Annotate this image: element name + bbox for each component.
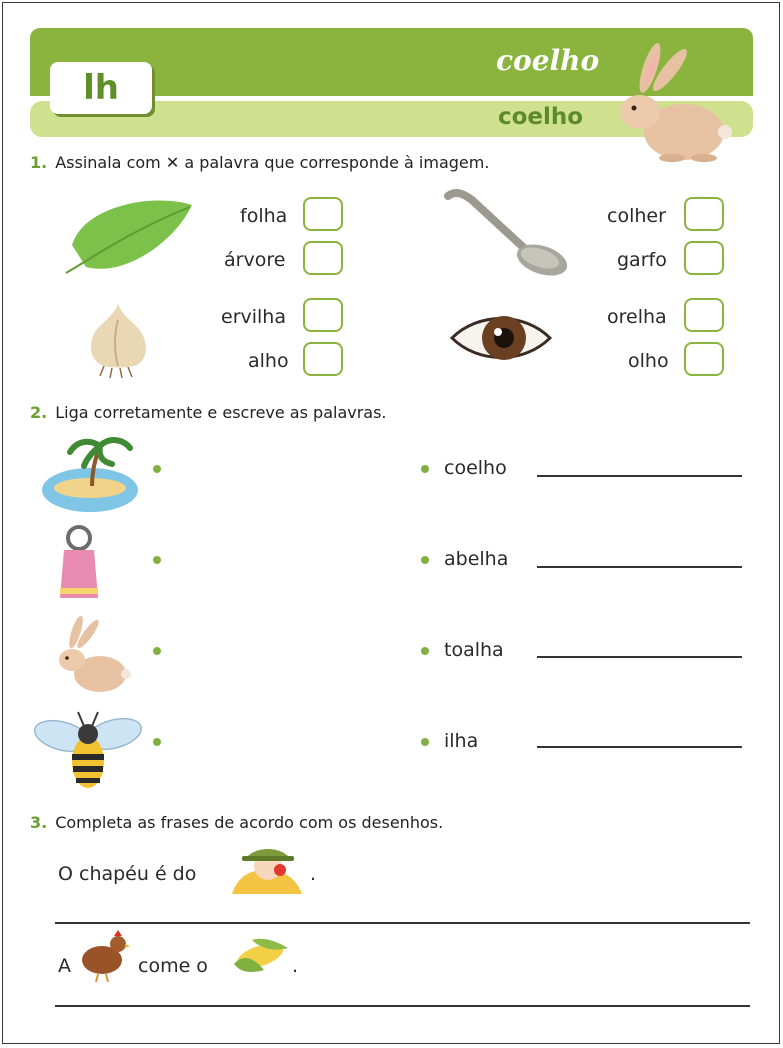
bee-icon xyxy=(32,706,144,790)
sentence-1-end: . xyxy=(310,863,317,885)
script-word: coelho xyxy=(496,44,600,77)
checkbox-colher[interactable] xyxy=(684,197,724,231)
banner-word: coelho xyxy=(498,104,584,130)
checkbox-garfo[interactable] xyxy=(684,241,724,275)
word-olho: olho xyxy=(628,350,669,372)
island-icon xyxy=(40,434,140,514)
word-arvore: árvore xyxy=(224,249,286,271)
spoon-icon xyxy=(442,188,572,278)
checkbox-ervilha[interactable] xyxy=(303,298,343,332)
word-garfo: garfo xyxy=(617,249,667,271)
match-dot-right[interactable] xyxy=(421,465,429,473)
write-line[interactable] xyxy=(55,1005,750,1007)
sentence-2-start: A xyxy=(58,955,71,977)
scarecrow-icon xyxy=(228,846,304,894)
word-alho: alho xyxy=(248,350,289,372)
checkbox-arvore[interactable] xyxy=(303,241,343,275)
word-folha: folha xyxy=(240,205,288,227)
hen-icon xyxy=(80,930,130,982)
write-line[interactable] xyxy=(537,566,742,568)
sentence-2-middle: come o xyxy=(138,955,208,977)
checkbox-olho[interactable] xyxy=(684,342,724,376)
write-line[interactable] xyxy=(537,475,742,477)
match-dot-left[interactable] xyxy=(153,738,161,746)
word-coelho: coelho xyxy=(444,457,507,479)
rabbit-icon xyxy=(612,40,737,165)
sentence-2-end: . xyxy=(292,955,299,977)
match-dot-left[interactable] xyxy=(153,647,161,655)
rabbit-icon xyxy=(52,614,132,696)
word-colher: colher xyxy=(607,205,666,227)
write-line[interactable] xyxy=(55,922,750,924)
letter-tag: lh xyxy=(50,62,152,114)
word-orelha: orelha xyxy=(607,306,667,328)
checkbox-alho[interactable] xyxy=(303,342,343,376)
word-ilha: ilha xyxy=(444,730,479,752)
exercise-2-instruction: 2. Liga corretamente e escreve as palavras. xyxy=(30,403,387,422)
corn-icon xyxy=(230,934,290,978)
towel-icon xyxy=(56,524,102,604)
write-line[interactable] xyxy=(537,746,742,748)
match-dot-right[interactable] xyxy=(421,647,429,655)
match-dot-right[interactable] xyxy=(421,556,429,564)
exercise-3-instruction: 3. Completa as frases de acordo com os desenhos. xyxy=(30,813,444,832)
checkbox-orelha[interactable] xyxy=(684,298,724,332)
write-line[interactable] xyxy=(537,656,742,658)
word-toalha: toalha xyxy=(444,639,504,661)
word-ervilha: ervilha xyxy=(221,306,286,328)
match-dot-left[interactable] xyxy=(153,465,161,473)
eye-icon xyxy=(448,308,554,368)
word-abelha: abelha xyxy=(444,548,509,570)
sentence-1-start: O chapéu é do xyxy=(58,863,197,885)
garlic-icon xyxy=(84,300,154,380)
match-dot-right[interactable] xyxy=(421,738,429,746)
exercise-1-instruction: 1. Assinala com ✕ a palavra que corresponde à imagem. xyxy=(30,153,490,172)
match-dot-left[interactable] xyxy=(153,556,161,564)
checkbox-folha[interactable] xyxy=(303,197,343,231)
leaf-icon xyxy=(64,195,196,277)
